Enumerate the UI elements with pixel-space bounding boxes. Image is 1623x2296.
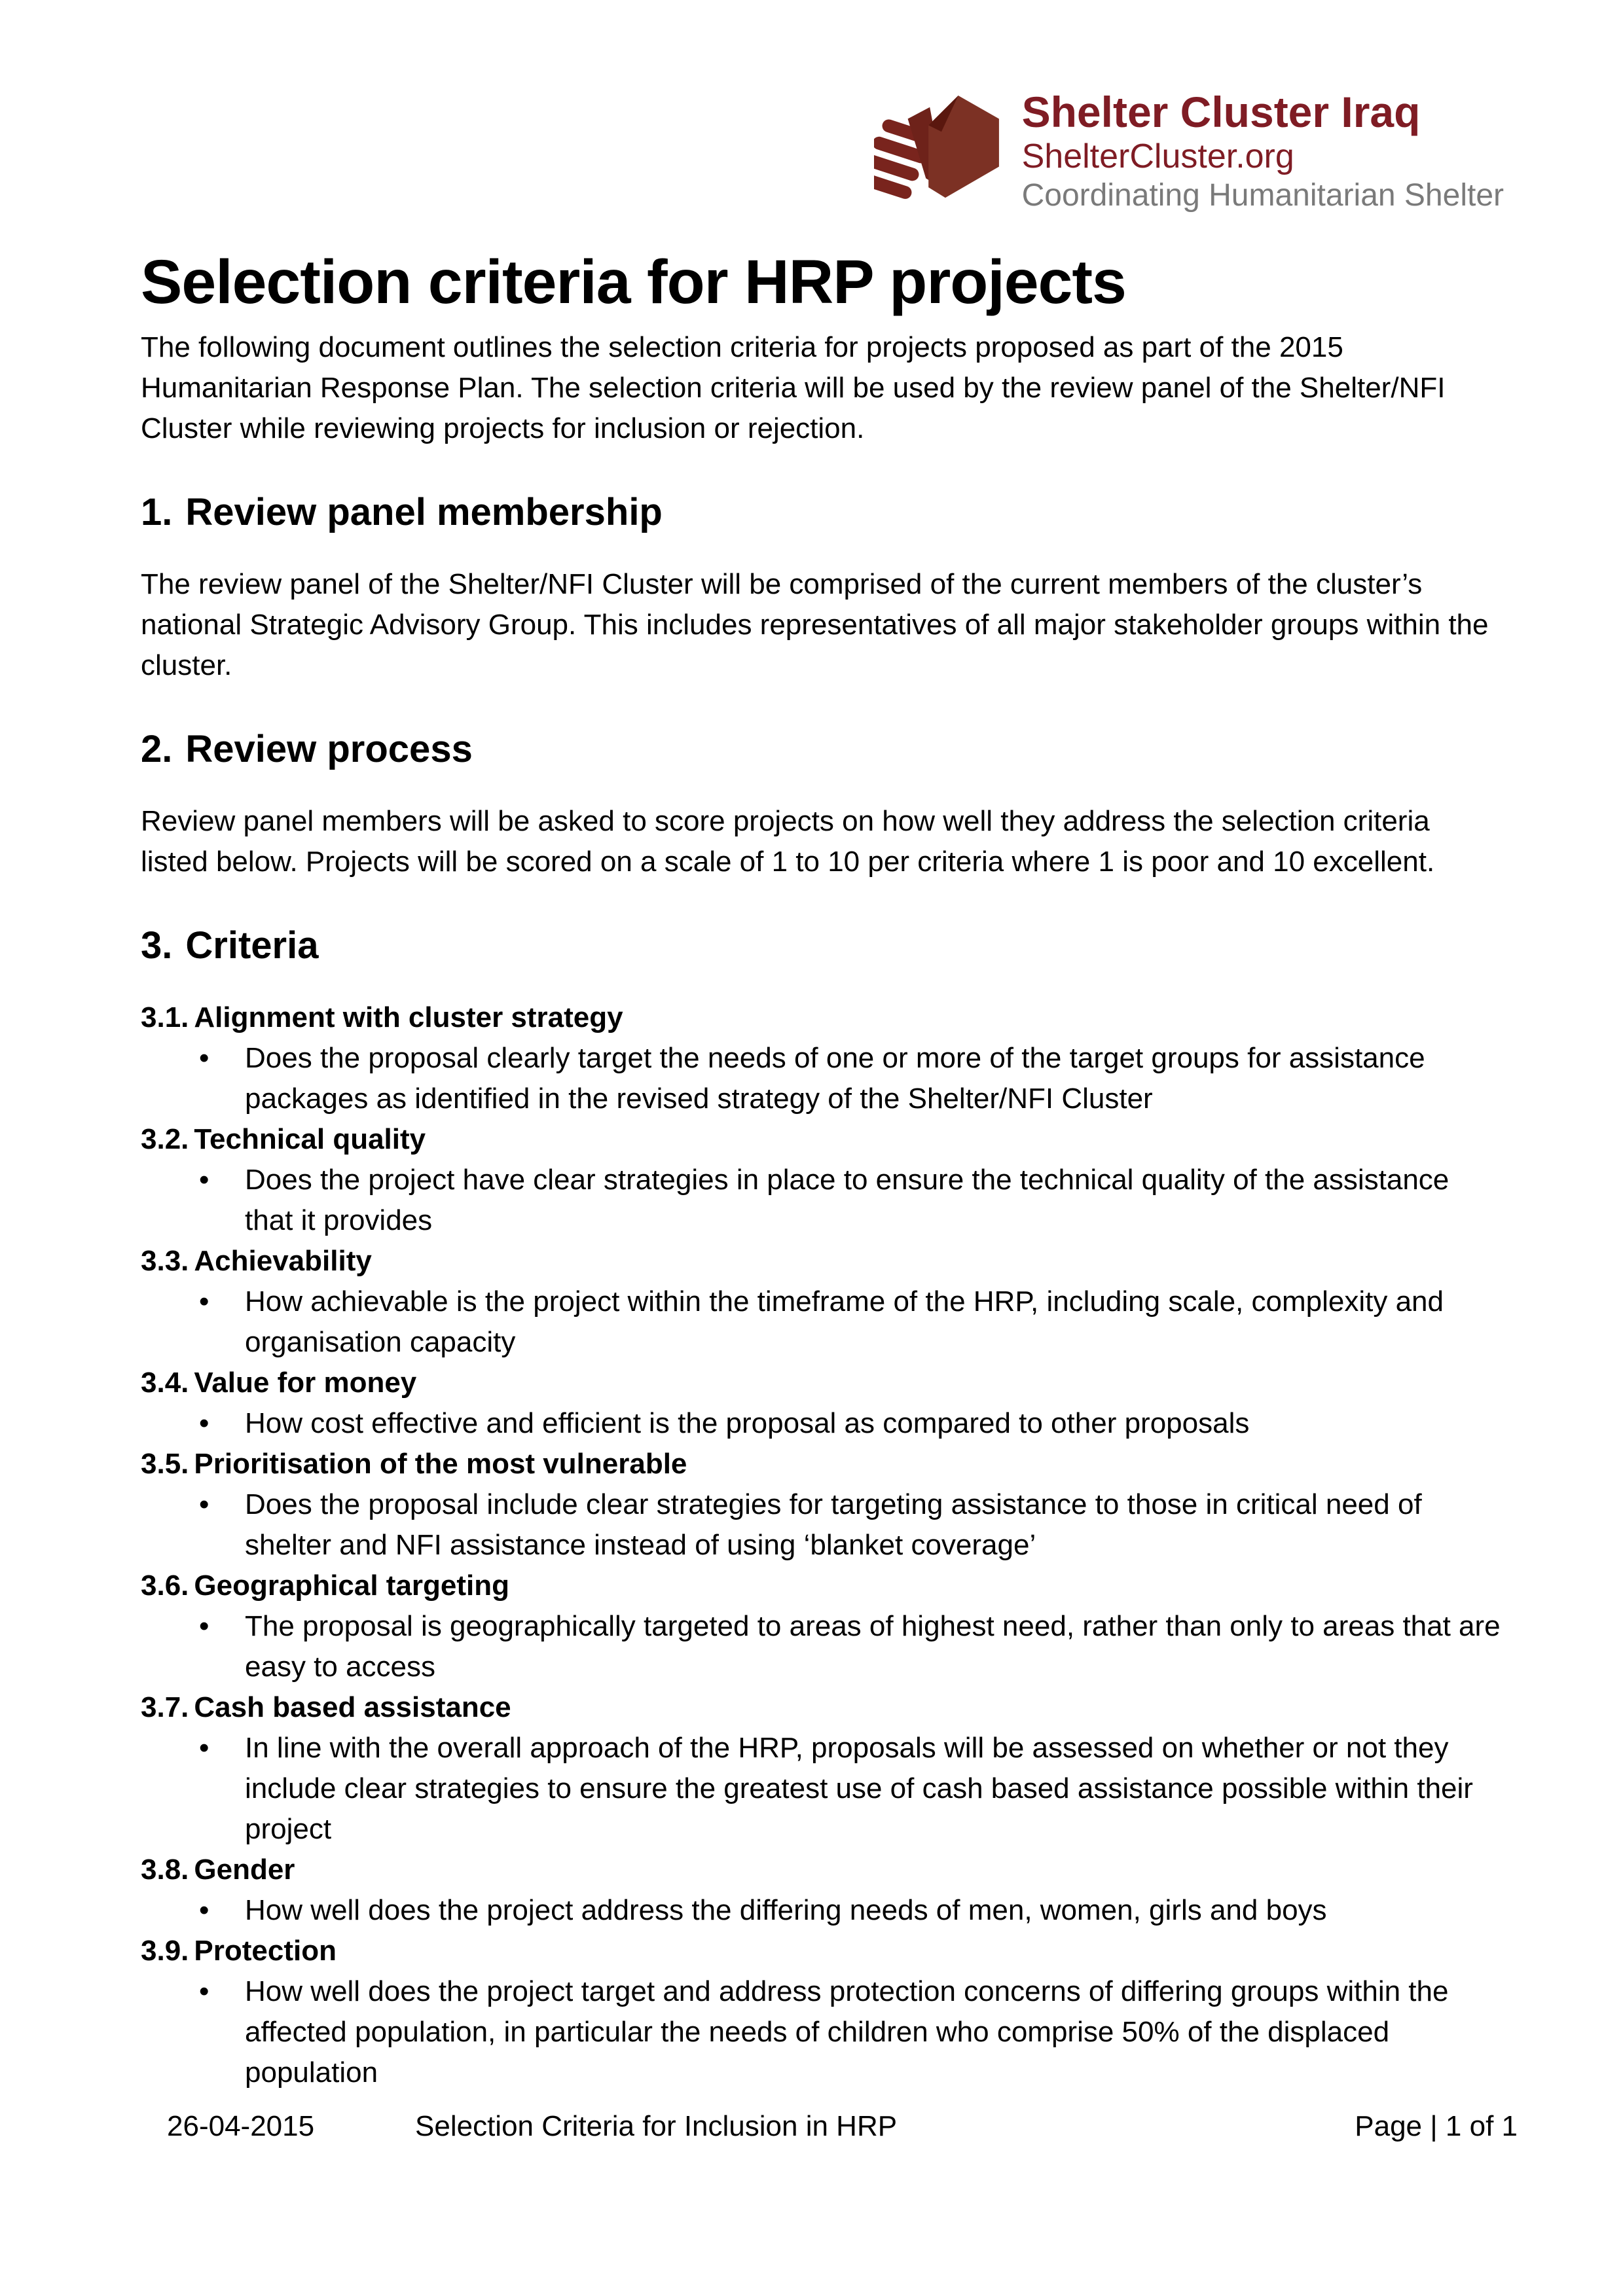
criterion-title: Gender <box>194 1853 295 1886</box>
footer-title: Selection Criteria for Inclusion in HRP <box>415 2110 898 2142</box>
footer-date: 26-04-2015 <box>167 2110 315 2142</box>
section-heading-review-process <box>141 726 1504 772</box>
logo-header <box>141 90 1504 213</box>
criterion-title: Prioritisation of the most vulnerable <box>194 1447 687 1480</box>
bullet-item: • How achievable is the project within the timeframe of the HRP, including scale, complexity and organisation capacity <box>141 1282 1504 1363</box>
criterion-title: Cash based assistance <box>194 1691 511 1723</box>
bullet-item: • The proposal is geographically targeted to areas of highest need, rather than only to areas that are easy to access <box>141 1606 1504 1687</box>
bullet-item: • Does the project have clear strategies in place to ensure the technical quality of the assistance that it provides <box>141 1160 1504 1241</box>
section-2-paragraph: Review panel members will be asked to score projects on how well they address the selection criteria listed below. Projects will be scored on a scale of 1 to 10 per criteria where 1 is poor and 10 excellent. <box>141 804 1435 878</box>
criterion-number: 3.3. <box>141 1244 189 1277</box>
section-number: 2. <box>141 727 173 770</box>
criterion-bullets <box>141 1728 1504 1850</box>
bullet-item: • Does the proposal include clear strategies for targeting assistance to those in critical need of shelter and NFI assistance instead of using ‘blanket coverage’ <box>141 1484 1504 1566</box>
criterion-title: Protection <box>194 1934 337 1967</box>
bullet-item: • How well does the project address the differing needs of men, women, girls and boys <box>141 1890 1504 1931</box>
section-title: Review panel membership <box>185 490 663 533</box>
criterion-number: 3.6. <box>141 1569 189 1602</box>
criterion-bullets <box>141 1038 1504 1119</box>
section-heading-review-panel-membership <box>141 490 1504 535</box>
criterion-number: 3.1. <box>141 1001 189 1033</box>
criterion-bullets <box>141 1971 1504 2093</box>
criterion-number: 3.8. <box>141 1853 189 1886</box>
criterion-bullets <box>141 1282 1504 1363</box>
criterion-title: Achievability <box>194 1244 372 1277</box>
criterion-heading-technical-quality <box>141 1119 1504 1160</box>
bullet-item: • In line with the overall approach of the HRP, proposals will be assessed on whether or not they include clear strategies to ensure the greatest use of cash based assistance possible within their project <box>141 1728 1504 1850</box>
logo-tagline: Coordinating Humanitarian Shelter <box>1021 177 1504 213</box>
criterion-title: Alignment with cluster strategy <box>194 1001 623 1033</box>
criterion-bullets <box>141 1403 1504 1444</box>
section-heading-criteria <box>141 923 1504 969</box>
criterion-bullets <box>141 1606 1504 1687</box>
criterion-number: 3.9. <box>141 1934 189 1967</box>
criterion-bullets <box>141 1484 1504 1566</box>
section-title: Criteria <box>185 924 319 967</box>
footer-page-number: Page | 1 of 1 <box>1355 2110 1518 2142</box>
criterion-heading-prioritisation-of-the-most-vulnerable <box>141 1444 1504 1484</box>
criterion-heading-geographical-targeting <box>141 1566 1504 1606</box>
criterion-heading-protection <box>141 1931 1504 1971</box>
criteria-list <box>141 997 1504 2093</box>
bullet-item: • How cost effective and efficient is the proposal as compared to other proposals <box>141 1403 1504 1444</box>
logo-org-name: Shelter Cluster Iraq <box>1021 88 1421 136</box>
bullet-item: • Does the proposal clearly target the needs of one or more of the target groups for assistance packages as identified in the revised strategy of the Shelter/NFI Cluster <box>141 1038 1504 1119</box>
criterion-number: 3.4. <box>141 1366 189 1399</box>
criterion-title: Value for money <box>194 1366 417 1399</box>
criterion-bullets <box>141 1890 1504 1931</box>
criterion-heading-value-for-money <box>141 1363 1504 1403</box>
section-number: 3. <box>141 924 173 967</box>
criterion-title: Technical quality <box>194 1122 426 1155</box>
logo-text-block <box>1022 90 1504 213</box>
intro-paragraph: The following document outlines the selection criteria for projects proposed as part of the 2015 Humanitarian Response Plan. The selection criteria will be used by the review panel of the Shelter/NFI Cluster while reviewing projects for inclusion or rejection. <box>141 331 1446 444</box>
logo-website: ShelterCluster.org <box>1021 137 1294 176</box>
page-title: Selection criteria for HRP projects <box>141 247 1126 317</box>
section-title: Review process <box>185 727 473 770</box>
criterion-heading-gender <box>141 1850 1504 1890</box>
criterion-heading-achievability <box>141 1241 1504 1282</box>
criterion-title: Geographical targeting <box>194 1569 510 1602</box>
shelter-cluster-book-hand-icon <box>874 93 1004 203</box>
section-number: 1. <box>141 490 173 533</box>
criterion-number: 3.5. <box>141 1447 189 1480</box>
criterion-number: 3.7. <box>141 1691 189 1723</box>
criterion-heading-cash-based-assistance <box>141 1687 1504 1728</box>
criterion-bullets <box>141 1160 1504 1241</box>
criterion-number: 3.2. <box>141 1122 189 1155</box>
bullet-item: • How well does the project target and address protection concerns of differing groups within the affected population, in particular the needs of children who comprise 50% of the displaced population <box>141 1971 1504 2093</box>
section-1-paragraph: The review panel of the Shelter/NFI Cluster will be comprised of the current members of the cluster’s national Strategic Advisory Group. This includes representatives of all major stakeholder groups within the cluster. <box>141 567 1489 681</box>
page-footer <box>141 2106 1518 2147</box>
criterion-heading-alignment-with-cluster-strategy <box>141 997 1504 1038</box>
